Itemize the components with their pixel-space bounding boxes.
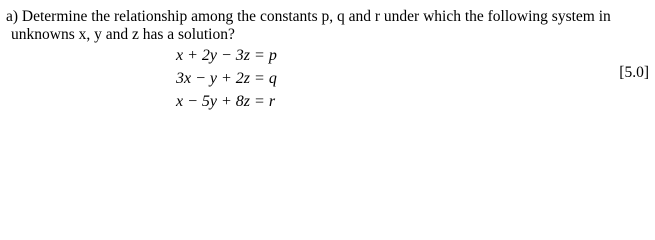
equation-1: x + 2y − 3z = p [176, 47, 277, 64]
equation-system [176, 44, 277, 113]
equation-2: 3x − y + 2z = q [176, 70, 277, 87]
question-line-1: a) Determine the relationship among the constants p, q and r under which the following system in [6, 8, 611, 25]
question-line-2: unknowns x, y and z has a solution? [11, 26, 235, 43]
question-text [6, 8, 646, 44]
marks-label: [5.0] [619, 64, 649, 81]
equation-3: x − 5y + 8z = r [176, 93, 276, 110]
